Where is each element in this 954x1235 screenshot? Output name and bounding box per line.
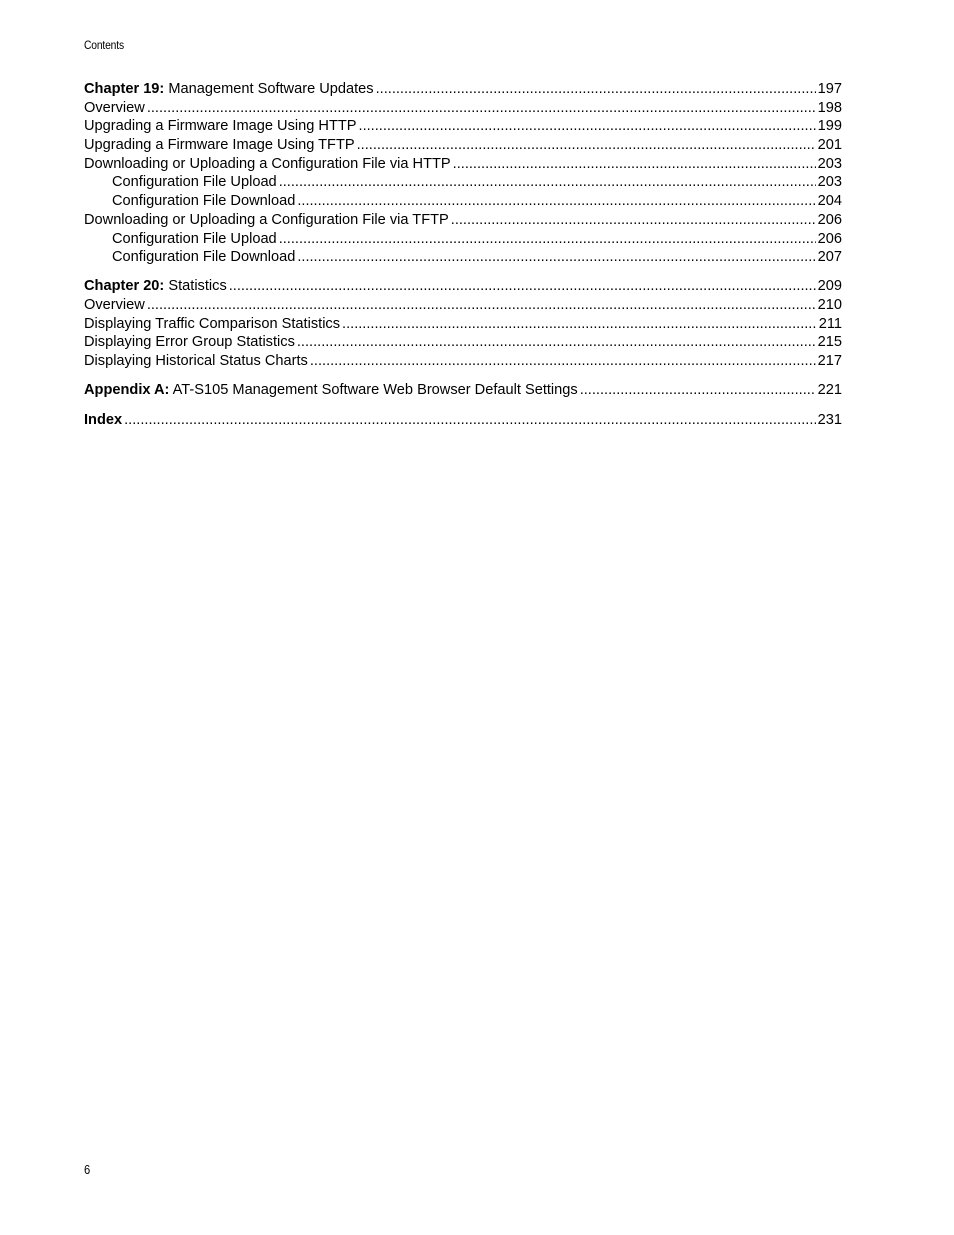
toc-entry[interactable] bbox=[84, 352, 842, 371]
dot-leader bbox=[297, 333, 816, 352]
toc-entry[interactable] bbox=[84, 315, 842, 334]
toc-entry-title: Displaying Traffic Comparison Statistics bbox=[84, 315, 341, 332]
toc-entry-title bbox=[84, 277, 227, 296]
index-label: Index bbox=[84, 411, 123, 428]
dot-leader bbox=[279, 230, 816, 249]
running-header: Contents bbox=[84, 38, 124, 52]
toc-entry-title: Configuration File Download bbox=[112, 249, 296, 266]
toc-page-number: 211 bbox=[818, 315, 842, 332]
toc-page-number: 231 bbox=[817, 411, 842, 428]
dot-leader bbox=[147, 296, 816, 315]
dot-leader bbox=[580, 381, 816, 400]
toc-page-number: 201 bbox=[817, 137, 842, 154]
appendix-title: AT-S105 Management Software Web Browser Default Settings bbox=[172, 382, 578, 399]
toc-entry[interactable] bbox=[84, 117, 842, 136]
table-of-contents bbox=[84, 80, 842, 429]
toc-page-number: 199 bbox=[817, 118, 842, 135]
toc-section-chapter-19 bbox=[84, 80, 842, 267]
dot-leader bbox=[310, 352, 816, 371]
toc-appendix-heading[interactable] bbox=[84, 381, 842, 400]
dot-leader bbox=[357, 136, 816, 155]
toc-page-number: 210 bbox=[817, 297, 842, 314]
toc-page-number: 207 bbox=[817, 249, 842, 266]
chapter-title: Statistics bbox=[168, 278, 227, 295]
toc-page-number: 221 bbox=[817, 382, 842, 399]
chapter-label: Chapter 19: bbox=[84, 81, 165, 97]
dot-leader bbox=[342, 315, 816, 334]
toc-subentry[interactable] bbox=[84, 173, 842, 192]
chapter-title: Management Software Updates bbox=[168, 81, 374, 97]
toc-page-number: 209 bbox=[817, 278, 842, 295]
toc-page-number: 203 bbox=[817, 155, 842, 172]
toc-subentry[interactable] bbox=[84, 192, 842, 211]
toc-entry[interactable] bbox=[84, 136, 842, 155]
dot-leader bbox=[147, 99, 816, 118]
toc-page-number: 215 bbox=[817, 334, 842, 351]
dot-leader bbox=[297, 192, 815, 211]
toc-entry[interactable] bbox=[84, 296, 842, 315]
toc-page-number: 203 bbox=[817, 174, 842, 191]
toc-page-number: 217 bbox=[817, 353, 842, 370]
toc-entry-title: Overview bbox=[84, 99, 145, 116]
toc-page-number: 198 bbox=[817, 99, 842, 116]
dot-leader bbox=[359, 117, 816, 136]
dot-leader bbox=[451, 211, 816, 230]
toc-page-number: 197 bbox=[817, 81, 842, 97]
toc-entry[interactable] bbox=[84, 155, 842, 174]
toc-subentry[interactable] bbox=[84, 230, 842, 249]
toc-section-chapter-20 bbox=[84, 277, 842, 370]
dot-leader bbox=[229, 277, 816, 296]
toc-subentry[interactable] bbox=[84, 248, 842, 267]
toc-page-number: 206 bbox=[817, 230, 842, 247]
toc-entry-title: Configuration File Upload bbox=[112, 230, 277, 247]
toc-index-heading[interactable] bbox=[84, 411, 842, 430]
toc-section-index bbox=[84, 411, 842, 430]
toc-entry[interactable] bbox=[84, 99, 842, 118]
dot-leader bbox=[376, 80, 816, 99]
toc-entry-title bbox=[84, 80, 374, 99]
toc-entry-title: Downloading or Uploading a Configuration File via TFTP bbox=[84, 211, 449, 228]
toc-chapter-heading[interactable] bbox=[84, 80, 842, 99]
dot-leader bbox=[279, 173, 816, 192]
page-number: 6 bbox=[84, 1162, 91, 1177]
toc-entry-title: Overview bbox=[84, 297, 145, 314]
toc-entry-title: Downloading or Uploading a Configuration File via HTTP bbox=[84, 155, 451, 172]
toc-entry-title: Configuration File Download bbox=[112, 193, 296, 210]
toc-section-appendix-a bbox=[84, 381, 842, 400]
toc-entry[interactable] bbox=[84, 211, 842, 230]
toc-entry-title: Upgrading a Firmware Image Using HTTP bbox=[84, 118, 357, 135]
toc-entry-title bbox=[84, 381, 578, 400]
toc-entry-title: Upgrading a Firmware Image Using TFTP bbox=[84, 137, 355, 154]
toc-page-number: 204 bbox=[817, 193, 842, 210]
toc-entry[interactable] bbox=[84, 333, 842, 352]
dot-leader bbox=[297, 248, 815, 267]
toc-page-number: 206 bbox=[817, 211, 842, 228]
toc-entry-title: Displaying Error Group Statistics bbox=[84, 334, 295, 351]
toc-entry-title: Configuration File Upload bbox=[112, 174, 277, 191]
toc-entry-title bbox=[84, 411, 122, 430]
appendix-label: Appendix A: bbox=[84, 382, 170, 399]
toc-entry-title: Displaying Historical Status Charts bbox=[84, 353, 308, 370]
chapter-label: Chapter 20: bbox=[84, 278, 165, 295]
dot-leader bbox=[124, 411, 816, 430]
dot-leader bbox=[453, 155, 816, 174]
toc-chapter-heading[interactable] bbox=[84, 277, 842, 296]
